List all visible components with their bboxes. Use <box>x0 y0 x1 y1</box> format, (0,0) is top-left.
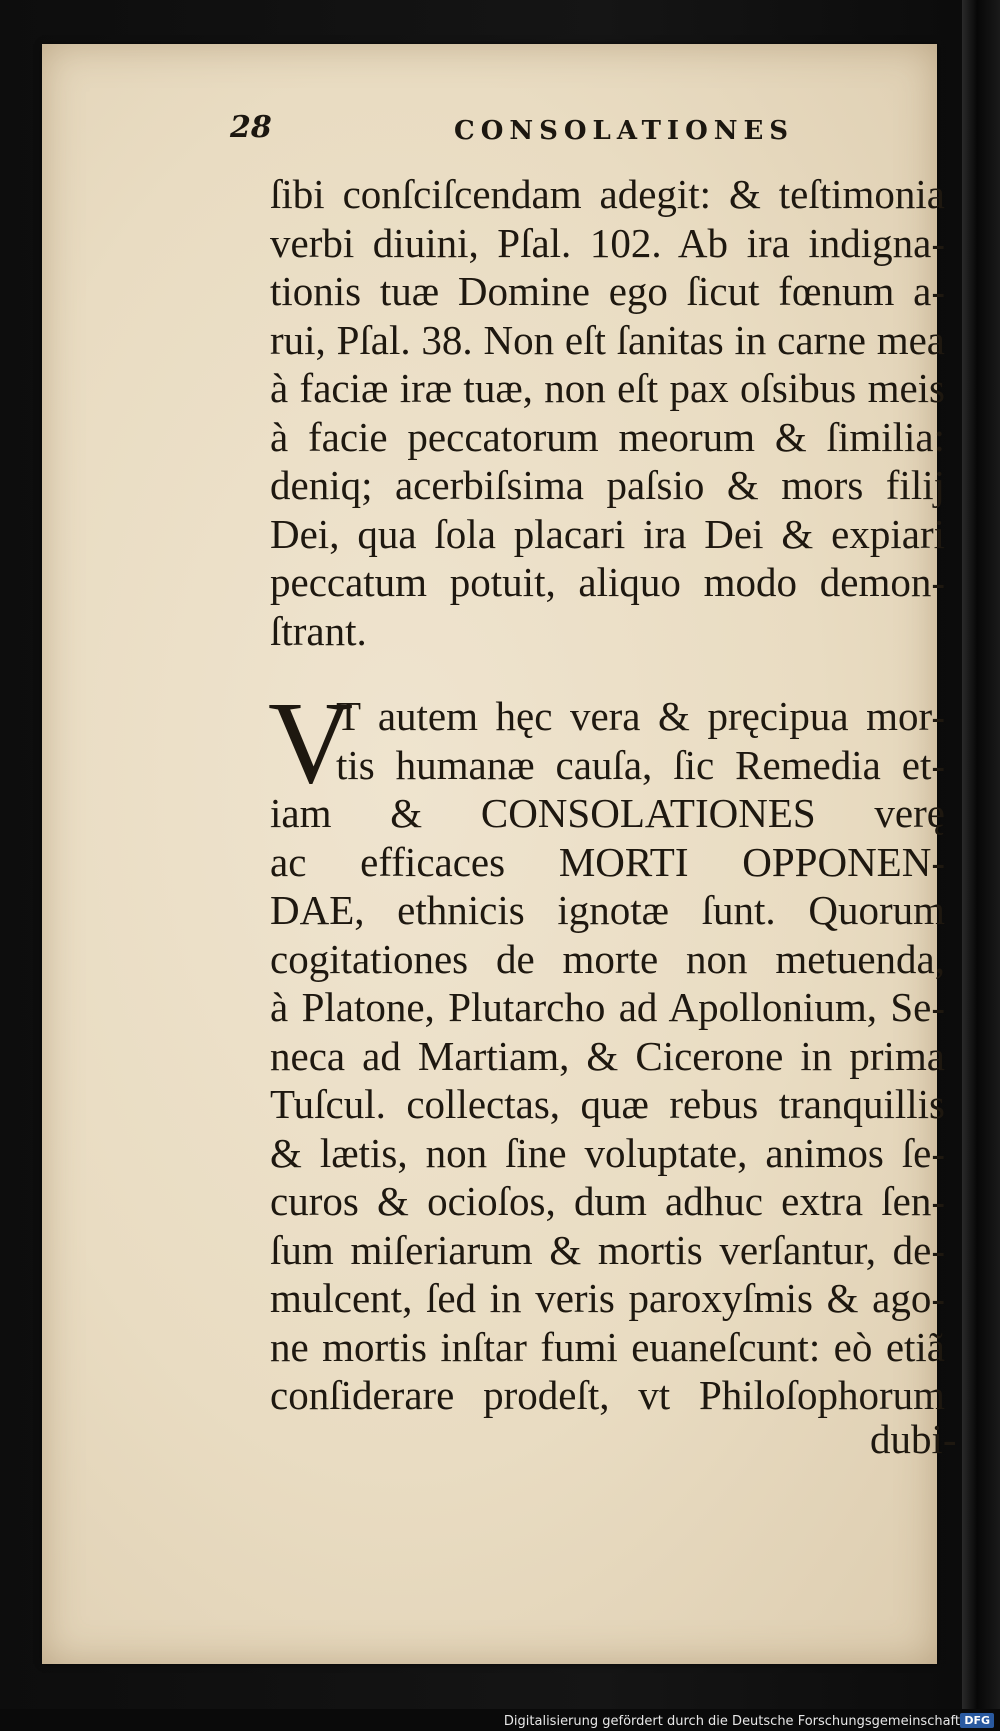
text-line: ſibi conſciſcendam adegit: & teſtimonia <box>270 171 945 217</box>
book-spine <box>962 0 1000 1731</box>
page-number: 28 <box>230 110 272 145</box>
text-line: conſiderare prodeſt, vt Philoſophorum <box>270 1372 945 1418</box>
running-title: CONSOLATIONES <box>454 116 795 146</box>
text-line: à faciæ iræ tuæ, non eſt pax oſsibus meis <box>270 365 945 411</box>
page-header <box>0 110 1000 150</box>
text-line: tis humanæ cauſa, ſic Remedia et- <box>336 741 945 788</box>
text-line: à facie peccatorum meorum & ſimilia: <box>270 413 945 460</box>
text-line: à Platone, Plutarcho ad Apollonium, Se- <box>270 984 945 1030</box>
catchword: dubi- <box>870 1416 957 1462</box>
dfg-logo: DFG <box>960 1713 994 1728</box>
text-line: T autem hęc vera & pręcipua mor- <box>336 693 945 739</box>
text-line: Tuſcul. collectas, quæ rebus tranquillis <box>270 1081 945 1127</box>
text-line: DAE, ethnicis ignotæ ſunt. Quorum <box>270 887 945 933</box>
funding-credit: Digitalisierung gefördert durch die Deutsche Forschungsgemeinschaft <box>503 1714 960 1729</box>
text-line: Dei, qua ſola placari ira Dei & expiari <box>270 510 945 557</box>
text-line: deniq; acerbiſsima paſsio & mors filij <box>270 462 945 508</box>
paragraph-one <box>270 170 945 655</box>
text-line: tionis tuæ Domine ego ſicut fœnum a- <box>270 268 945 314</box>
text-line: curos & ocioſos, dum adhuc extra ſen- <box>270 1178 945 1224</box>
digitization-footer <box>0 1709 1000 1731</box>
text-line: cogitationes de morte non metuenda, <box>270 935 945 982</box>
paragraph-two <box>268 677 945 1420</box>
text-line: & lætis, non ſine voluptate, animos ſe- <box>270 1129 945 1176</box>
text-line: rui, Pſal. 38. Non eſt ſanitas in carne mea <box>270 316 945 363</box>
text-line: ſtrant. <box>270 607 367 654</box>
text-line: mulcent, ſed in veris paroxyſmis & ago- <box>270 1275 945 1321</box>
drop-initial: V <box>268 677 354 808</box>
text-line: verbi diuini, Pſal. 102. Ab ira indigna- <box>270 219 945 266</box>
text-line: iam & CONSOLATIONES verę <box>270 790 945 836</box>
text-line: peccatum potuit, aliquo modo demon- <box>270 559 945 605</box>
text-line: ne mortis inſtar fumi euaneſcunt: eò etiã <box>270 1323 945 1370</box>
text-line: ac efficaces MORTI OPPONEN- <box>270 838 945 885</box>
text-line: neca ad Martiam, & Cicerone in prima <box>270 1032 945 1079</box>
text-line: ſum miſeriarum & mortis verſantur, de- <box>270 1226 945 1273</box>
